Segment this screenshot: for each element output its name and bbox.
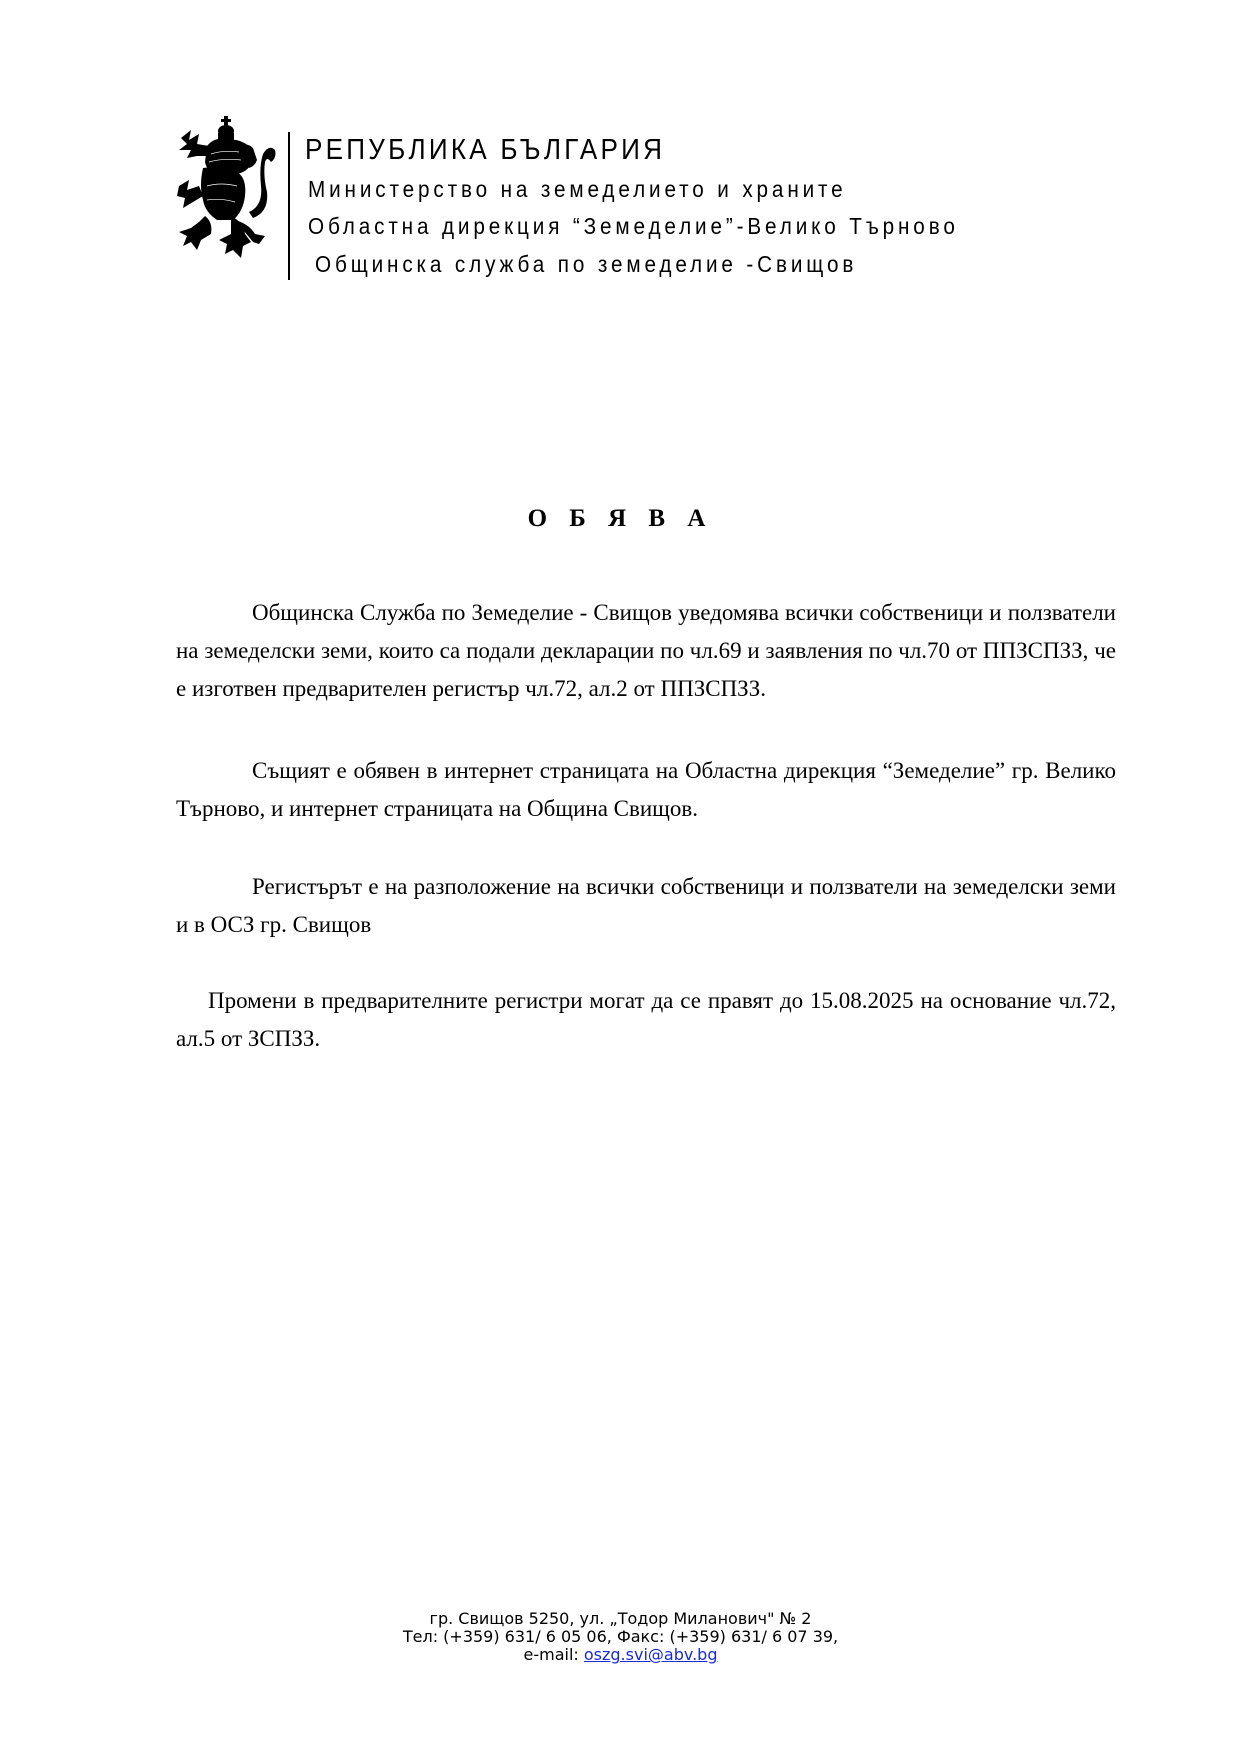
header-municipal-service: Общинска служба по земеделие -Свищов (315, 251, 858, 277)
footer-email-label: e-mail: (523, 1645, 584, 1664)
header-divider (288, 132, 290, 280)
paragraph-3: Регистърът е на разположение на всички собственици и ползватели на земеделски земи и в ОСЗ гр. Свищов (176, 874, 1116, 937)
coat-of-arms-icon (177, 116, 277, 266)
footer-email-line (0, 1646, 1241, 1664)
header-country: РЕПУБЛИКА БЪЛГАРИЯ (305, 134, 666, 166)
footer-address: гр. Свищов 5250, ул. „Тодор Миланович" № 2 (429, 1609, 812, 1628)
header-regional-directorate: Областна дирекция “Земеделие”-Велико Търново (308, 213, 959, 239)
paragraph-4: Промени в предварителните регистри могат да се правят до 15.08.2025 на основание чл.72, ал.5 от ЗСПЗЗ. (176, 988, 1116, 1051)
paragraph-1: Общинска Служба по Земеделие - Свищов уведомява всички собственици и ползватели на земеделски земи, които са подали декларации по чл.69 и заявления по чл.70 от ППЗСПЗЗ, че е изготвен предварителен регистър чл.72, ал.2 от ППЗСПЗЗ. (176, 600, 1116, 701)
paragraph-2: Същият е обявен в интернет страницата на Областна дирекция “Земеделие” гр. Велико Търново, и интернет страницата на Община Свищов. (176, 758, 1116, 821)
email-link[interactable]: oszg.svi@abv.bg (583, 1645, 718, 1664)
letterhead (175, 112, 1075, 282)
footer-phones: Тел: (+359) 631/ 6 05 06, Факс: (+359) 631/ 6 07 39, (402, 1627, 839, 1646)
document-title: О Б Я В А (527, 505, 714, 532)
footer (0, 1610, 1241, 1664)
header-ministry: Министерство на земеделието и храните (308, 176, 847, 202)
